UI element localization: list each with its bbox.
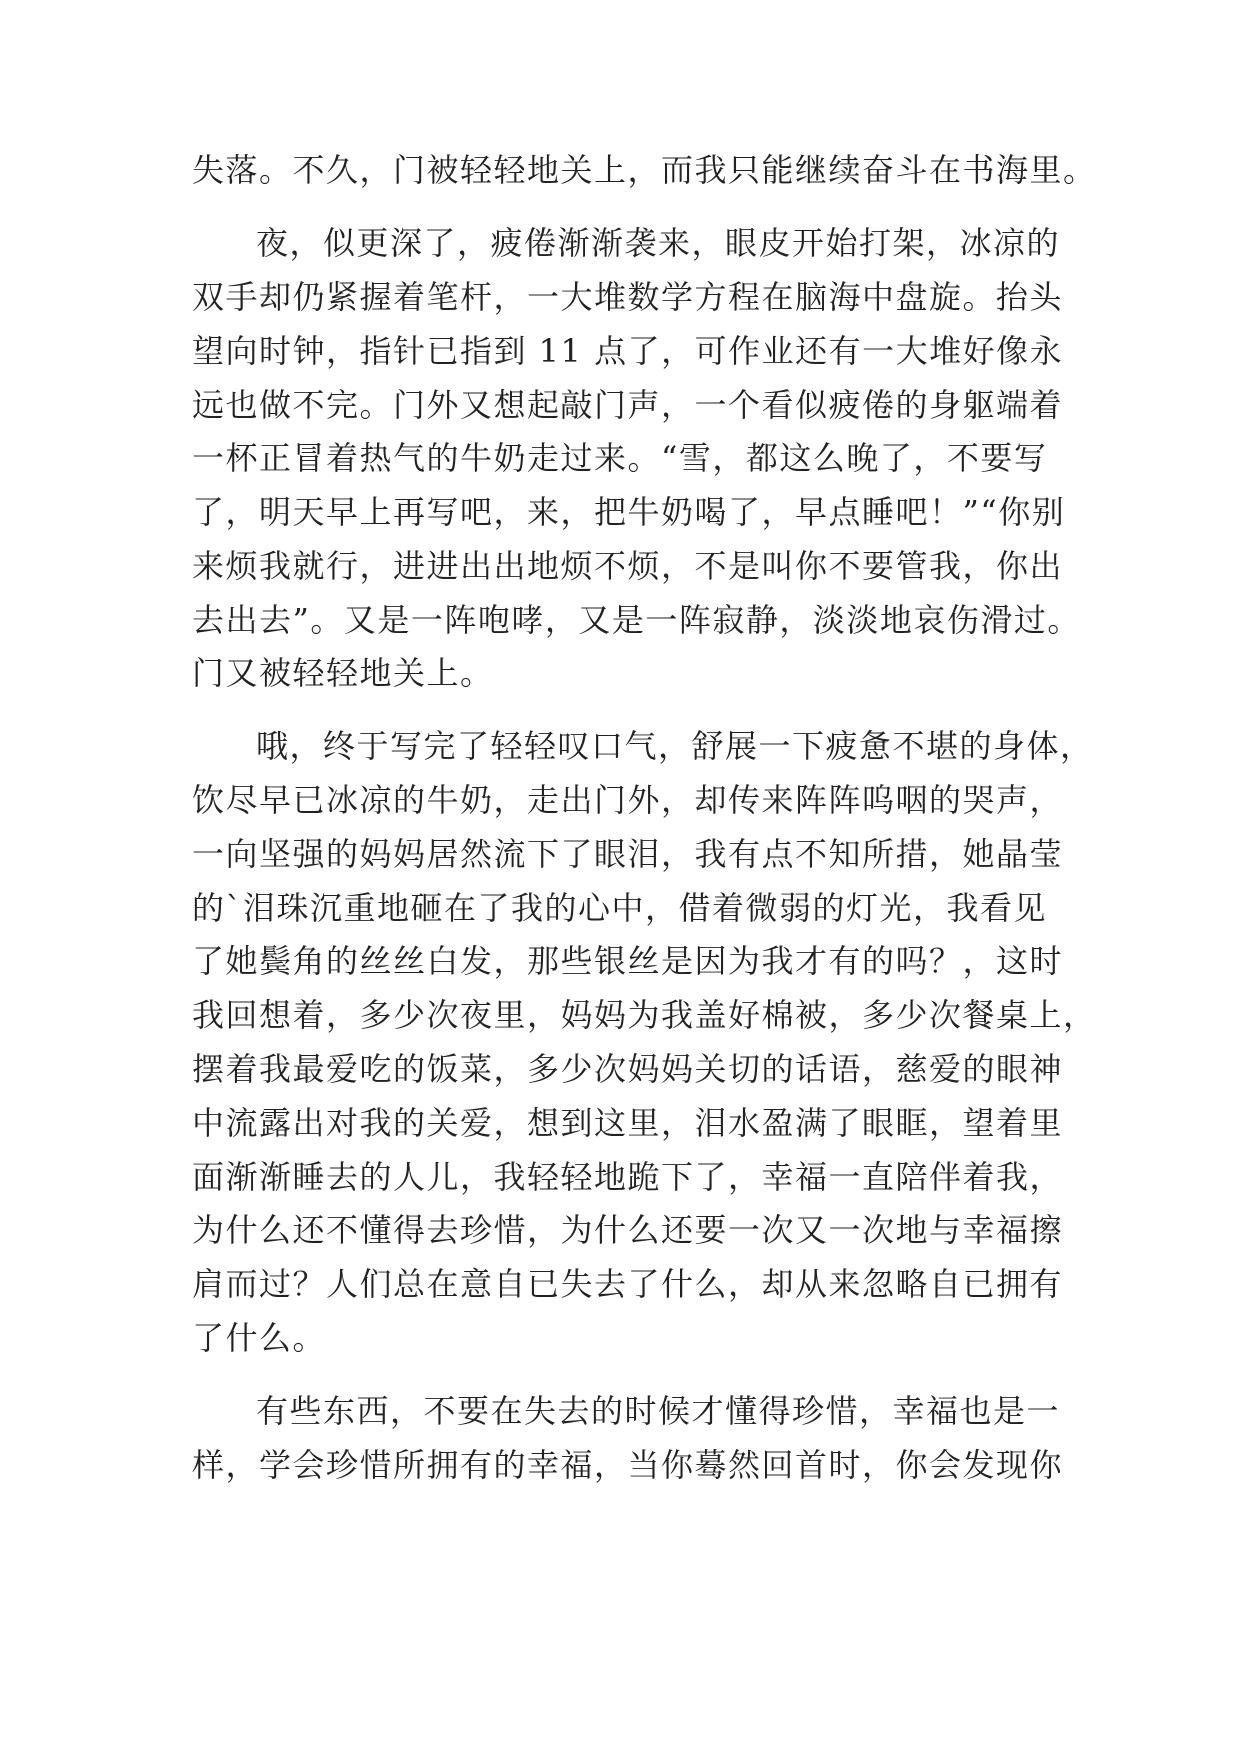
text-line: 来烦我就行，进进出出地烦不烦，不是叫你不要管我，你出 bbox=[192, 547, 1064, 585]
text-line: 一向坚强的妈妈居然流下了眼泪，我有点不知所措，她晶莹 bbox=[192, 835, 1064, 873]
text-line: 中流露出对我的关爱，想到这里，泪水盈满了眼眶，望着里 bbox=[192, 1104, 1064, 1142]
text-line: 的`泪珠沉重地砸在了我的心中，借着微弱的灯光，我看见 bbox=[192, 889, 1048, 927]
text-line: 双手却仍紧握着笔杆，一大堆数学方程在脑海中盘旋。抬头 bbox=[192, 278, 1064, 316]
text-line: 为什么还不懂得去珍惜，为什么还要一次又一次地与幸福擦 bbox=[192, 1211, 1064, 1249]
text-line: 去出去”。又是一阵咆哮，又是一阵寂静，淡淡地哀伤滑过。 bbox=[192, 601, 1081, 639]
text-line: 肩而过？人们总在意自已失去了什么，却从来忽略自已拥有 bbox=[192, 1265, 1064, 1303]
paragraph-first-line: 夜，似更深了，疲倦渐渐袭来，眼皮开始打架，冰凉的 bbox=[256, 224, 1061, 262]
text-line: 饮尽早已冰凉的牛奶，走出门外，却传来阵阵呜咽的哭声， bbox=[192, 781, 1064, 819]
text-line: 失落。不久，门被轻轻地关上，而我只能继续奋斗在书海里。 bbox=[192, 151, 1097, 189]
text-line: 我回想着，多少次夜里，妈妈为我盖好棉被，多少次餐桌上， bbox=[192, 996, 1097, 1034]
text-line: 面渐渐睡去的人儿，我轻轻地跪下了，幸福一直陪伴着我， bbox=[192, 1158, 1064, 1196]
text-line: 摆着我最爱吃的饭菜，多少次妈妈关切的话语，慈爱的眼神 bbox=[192, 1050, 1064, 1088]
text-line: 门又被轻轻地关上。 bbox=[192, 654, 494, 692]
text-line: 了她鬓角的丝丝白发，那些银丝是因为我才有的吗？，这时 bbox=[192, 942, 1064, 980]
text-line: 望向时钟，指针已指到 11 点了，可作业还有一大堆好像永 bbox=[192, 332, 1064, 370]
text-line: 了什么。 bbox=[192, 1319, 327, 1357]
paragraph-first-line: 哦，终于写完了轻轻叹口气，舒展一下疲惫不堪的身体， bbox=[256, 727, 1094, 765]
text-line: 了，明天早上再写吧，来，把牛奶喝了，早点睡吧！”“你别 bbox=[192, 493, 1066, 531]
text-line: 远也做不完。门外又想起敲门声，一个看似疲倦的身躯端着 bbox=[192, 386, 1064, 424]
text-line: 样，学会珍惜所拥有的幸福，当你蓦然回首时，你会发现你 bbox=[192, 1446, 1064, 1484]
paragraph-first-line: 有些东西，不要在失去的时候才懂得珍惜，幸福也是一 bbox=[256, 1392, 1061, 1430]
text-line: 一杯正冒着热气的牛奶走过来。“雪，都这么晚了，不要写 bbox=[192, 439, 1048, 477]
